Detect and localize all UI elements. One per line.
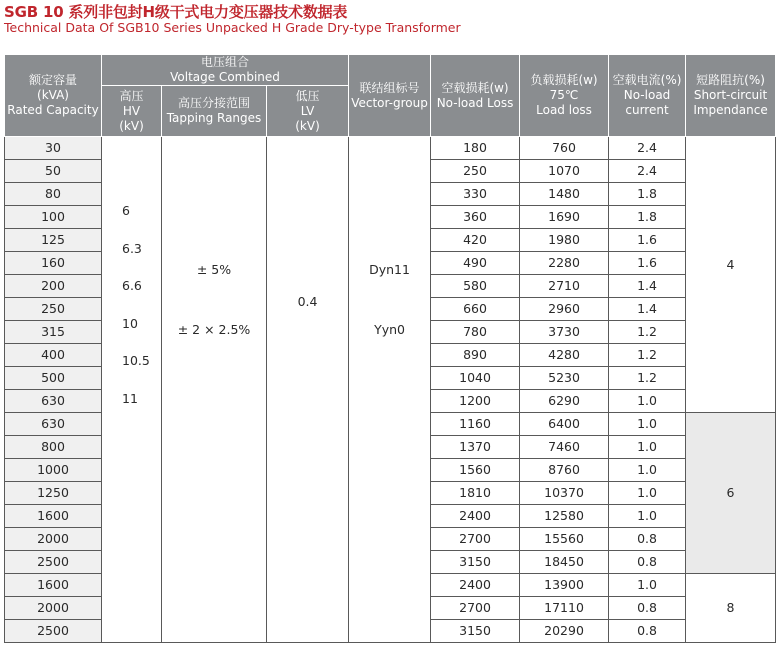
capacity-cell: 800 bbox=[5, 436, 102, 459]
capacity-cell: 2000 bbox=[5, 528, 102, 551]
noload-loss-cell: 2400 bbox=[431, 574, 520, 597]
header-tapping-en: Tapping Ranges bbox=[166, 111, 262, 125]
noload-loss-cell: 180 bbox=[431, 137, 520, 160]
noload-current-cell: 0.8 bbox=[609, 551, 686, 574]
header-load-loss-temp: 75℃ bbox=[549, 88, 579, 102]
capacity-cell: 30 bbox=[5, 137, 102, 160]
capacity-cell: 1600 bbox=[5, 505, 102, 528]
header-vector-en: Vector-group bbox=[351, 95, 428, 110]
noload-current-cell: 1.6 bbox=[609, 229, 686, 252]
capacity-cell: 500 bbox=[5, 367, 102, 390]
hv-value: 6.3 bbox=[122, 240, 142, 256]
noload-loss-cell: 580 bbox=[431, 275, 520, 298]
load-loss-cell: 1690 bbox=[520, 206, 609, 229]
hv-value: 10 bbox=[122, 315, 138, 331]
noload-loss-cell: 1160 bbox=[431, 413, 520, 436]
noload-loss-cell: 2700 bbox=[431, 597, 520, 620]
header-capacity-en: Rated Capacity bbox=[7, 103, 99, 117]
capacity-cell: 1000 bbox=[5, 459, 102, 482]
header-capacity-cn: 额定容量 bbox=[28, 73, 77, 87]
capacity-cell: 80 bbox=[5, 183, 102, 206]
capacity-cell: 1600 bbox=[5, 574, 102, 597]
header-lv-en: LV bbox=[300, 103, 315, 118]
header-impedance bbox=[686, 55, 776, 137]
noload-current-cell: 1.0 bbox=[609, 436, 686, 459]
header-noload-current-en2: current bbox=[625, 103, 669, 117]
header-vector-group bbox=[349, 55, 431, 137]
noload-current-cell: 1.4 bbox=[609, 275, 686, 298]
header-noload-loss-en: No-load Loss bbox=[436, 95, 514, 110]
noload-current-cell: 1.2 bbox=[609, 321, 686, 344]
header-voltage-group-cn: 电压组合 bbox=[201, 55, 250, 69]
noload-loss-cell: 2700 bbox=[431, 528, 520, 551]
load-loss-cell: 20290 bbox=[520, 620, 609, 643]
load-loss-cell: 3730 bbox=[520, 321, 609, 344]
load-loss-cell: 2710 bbox=[520, 275, 609, 298]
load-loss-cell: 760 bbox=[520, 137, 609, 160]
load-loss-cell: 15560 bbox=[520, 528, 609, 551]
noload-loss-cell: 250 bbox=[431, 160, 520, 183]
header-noload-loss-cn: 空载损耗(w) bbox=[441, 80, 509, 95]
load-loss-cell: 1480 bbox=[520, 183, 609, 206]
noload-current-cell: 0.8 bbox=[609, 528, 686, 551]
header-tapping-cn: 高压分接范围 bbox=[177, 96, 250, 110]
capacity-cell: 400 bbox=[5, 344, 102, 367]
load-loss-cell: 6290 bbox=[520, 390, 609, 413]
noload-current-cell: 1.0 bbox=[609, 459, 686, 482]
capacity-cell: 160 bbox=[5, 252, 102, 275]
header-vector-cn: 联结组标号 bbox=[359, 80, 420, 95]
noload-loss-cell: 660 bbox=[431, 298, 520, 321]
hv-value: 6 bbox=[122, 203, 130, 218]
vector-group-cell bbox=[349, 137, 431, 643]
noload-current-cell: 1.0 bbox=[609, 413, 686, 436]
header-noload-current-en1: No-load bbox=[623, 88, 671, 102]
header-lv-unit: (kV) bbox=[295, 118, 320, 133]
header-load-loss bbox=[520, 55, 609, 137]
header-impedance-en2: Impendance bbox=[693, 103, 768, 117]
header-lv-cn: 低压 bbox=[295, 88, 320, 103]
header-impedance-cn: 短路阻抗(%) bbox=[696, 73, 765, 87]
noload-current-cell: 1.2 bbox=[609, 344, 686, 367]
load-loss-cell: 10370 bbox=[520, 482, 609, 505]
header-noload-current-cn: 空载电流(%) bbox=[612, 73, 682, 87]
capacity-cell: 2500 bbox=[5, 620, 102, 643]
header-capacity bbox=[5, 55, 102, 137]
load-loss-cell: 17110 bbox=[520, 597, 609, 620]
load-loss-cell: 5230 bbox=[520, 367, 609, 390]
lv-cell: 0.4 bbox=[267, 137, 349, 643]
vector-group-value: Yyn0 bbox=[374, 321, 405, 337]
header-lv bbox=[267, 86, 349, 137]
noload-loss-cell: 3150 bbox=[431, 620, 520, 643]
noload-loss-cell: 1200 bbox=[431, 390, 520, 413]
capacity-cell: 630 bbox=[5, 413, 102, 436]
header-capacity-unit: (kVA) bbox=[37, 88, 69, 102]
impedance-cell: 8 bbox=[686, 574, 776, 643]
vector-group-value: Dyn11 bbox=[369, 261, 410, 277]
header-hv-en: HV bbox=[122, 103, 141, 118]
load-loss-cell: 4280 bbox=[520, 344, 609, 367]
tapping-value: ± 2 × 2.5% bbox=[177, 321, 251, 337]
load-loss-cell: 13900 bbox=[520, 574, 609, 597]
capacity-cell: 315 bbox=[5, 321, 102, 344]
capacity-cell: 200 bbox=[5, 275, 102, 298]
load-loss-cell: 1070 bbox=[520, 160, 609, 183]
capacity-cell: 125 bbox=[5, 229, 102, 252]
capacity-cell: 100 bbox=[5, 206, 102, 229]
header-noload-loss bbox=[431, 55, 520, 137]
noload-loss-cell: 1810 bbox=[431, 482, 520, 505]
noload-loss-cell: 420 bbox=[431, 229, 520, 252]
load-loss-cell: 1980 bbox=[520, 229, 609, 252]
page-subtitle: Technical Data Of SGB10 Series Unpacked H Grade Dry-type Transformer bbox=[4, 20, 461, 35]
capacity-cell: 250 bbox=[5, 298, 102, 321]
load-loss-cell: 2280 bbox=[520, 252, 609, 275]
noload-loss-cell: 1040 bbox=[431, 367, 520, 390]
header-impedance-en1: Short-circuit bbox=[693, 88, 768, 102]
header-load-loss-cn: 负载损耗(w) bbox=[530, 73, 598, 87]
header-voltage-group bbox=[102, 55, 349, 86]
capacity-cell: 2000 bbox=[5, 597, 102, 620]
noload-current-cell: 0.8 bbox=[609, 620, 686, 643]
capacity-cell: 2500 bbox=[5, 551, 102, 574]
load-loss-cell: 12580 bbox=[520, 505, 609, 528]
table-body bbox=[5, 137, 776, 643]
hv-value: 11 bbox=[122, 390, 138, 406]
noload-loss-cell: 330 bbox=[431, 183, 520, 206]
header-tapping bbox=[162, 86, 267, 137]
table-row bbox=[5, 137, 776, 160]
capacity-cell: 630 bbox=[5, 390, 102, 413]
noload-current-cell: 1.0 bbox=[609, 482, 686, 505]
header-hv bbox=[102, 86, 162, 137]
header-hv-unit: (kV) bbox=[119, 118, 144, 133]
noload-loss-cell: 3150 bbox=[431, 551, 520, 574]
noload-loss-cell: 890 bbox=[431, 344, 520, 367]
noload-loss-cell: 780 bbox=[431, 321, 520, 344]
capacity-cell: 50 bbox=[5, 160, 102, 183]
noload-current-cell: 1.8 bbox=[609, 183, 686, 206]
tapping-value: ± 5% bbox=[196, 261, 232, 277]
header-hv-cn: 高压 bbox=[119, 88, 144, 103]
header-load-loss-en: Load loss bbox=[536, 103, 592, 117]
tapping-cell bbox=[162, 137, 267, 643]
noload-current-cell: 1.8 bbox=[609, 206, 686, 229]
load-loss-cell: 18450 bbox=[520, 551, 609, 574]
noload-current-cell: 2.4 bbox=[609, 137, 686, 160]
hv-cell bbox=[102, 137, 162, 643]
noload-loss-cell: 1560 bbox=[431, 459, 520, 482]
noload-current-cell: 1.6 bbox=[609, 252, 686, 275]
hv-value: 6.6 bbox=[122, 278, 142, 293]
noload-loss-cell: 1370 bbox=[431, 436, 520, 459]
noload-current-cell: 1.0 bbox=[609, 574, 686, 597]
load-loss-cell: 2960 bbox=[520, 298, 609, 321]
capacity-cell: 1250 bbox=[5, 482, 102, 505]
impedance-cell: 6 bbox=[686, 413, 776, 574]
noload-loss-cell: 2400 bbox=[431, 505, 520, 528]
header-noload-current bbox=[609, 55, 686, 137]
noload-loss-cell: 360 bbox=[431, 206, 520, 229]
load-loss-cell: 6400 bbox=[520, 413, 609, 436]
noload-current-cell: 0.8 bbox=[609, 597, 686, 620]
noload-current-cell: 1.0 bbox=[609, 505, 686, 528]
page-title: SGB 10 系列非包封H级干式电力变压器技术数据表 bbox=[4, 3, 348, 21]
noload-current-cell: 1.4 bbox=[609, 298, 686, 321]
load-loss-cell: 8760 bbox=[520, 459, 609, 482]
load-loss-cell: 7460 bbox=[520, 436, 609, 459]
noload-loss-cell: 490 bbox=[431, 252, 520, 275]
header-voltage-group-en: Voltage Combined bbox=[170, 70, 280, 84]
noload-current-cell: 2.4 bbox=[609, 160, 686, 183]
noload-current-cell: 1.2 bbox=[609, 367, 686, 390]
technical-data-table bbox=[4, 54, 776, 643]
noload-current-cell: 1.0 bbox=[609, 390, 686, 413]
impedance-cell: 4 bbox=[686, 137, 776, 413]
hv-value: 10.5 bbox=[122, 353, 150, 368]
